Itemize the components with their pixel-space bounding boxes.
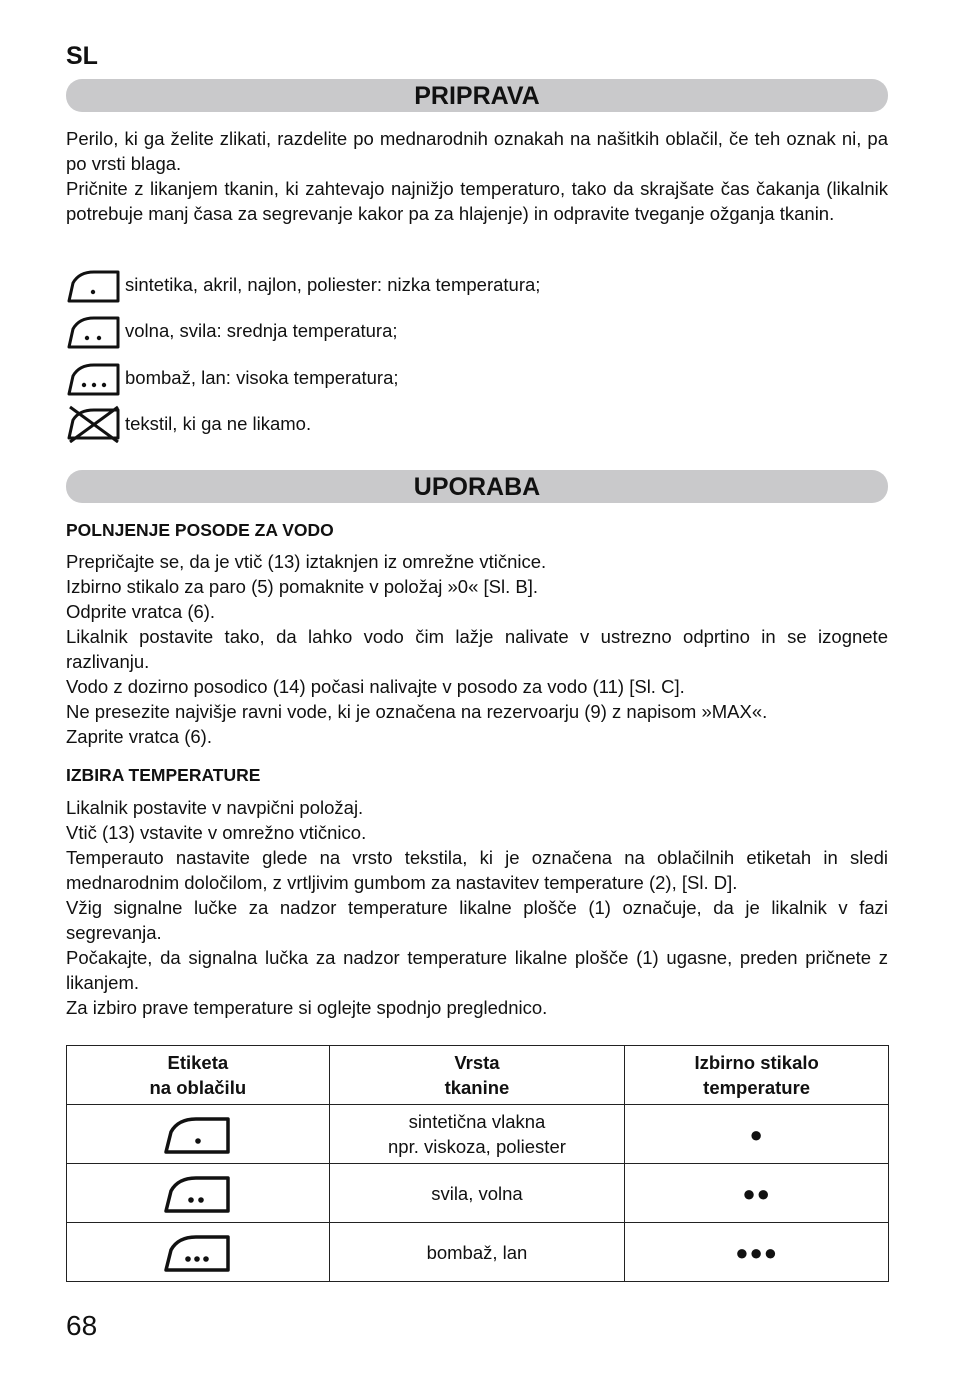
priprava-paragraph-2: Pričnite z likanjem tkanin, ki zahtevajo najnižjo temperaturo, tako da skrajšate čas čakanja (likalnik potrebuje manj časa za segrevanje kakor pa za hlajenje) in odpravite tveganje ožganja tkanin. — [66, 178, 888, 224]
fabric-cell — [329, 1164, 625, 1223]
iron-two-dots-icon — [163, 1171, 233, 1215]
fabric-line: npr. viskoza, poliester — [388, 1136, 566, 1157]
header-line: temperature — [703, 1077, 811, 1098]
text-line: Vtič (13) vstavite v omrežno vtičnico. — [66, 822, 367, 843]
setting-cell: ●●● — [625, 1223, 889, 1282]
text-line: Izbirno stikalo za paro (5) pomaknite v položaj »0« [Sl. B]. — [66, 576, 538, 597]
symbol-row-high — [66, 358, 399, 398]
text-line: Vodo z dozirno posodico (14) počasi nalivajte v posodo za vodo (11) [Sl. C]. — [66, 676, 685, 697]
header-label — [67, 1046, 330, 1105]
text-line: Zaprite vratca (6). — [66, 726, 212, 747]
symbol-row-no-iron — [66, 404, 311, 444]
label-cell — [67, 1105, 330, 1164]
table-header-row — [67, 1046, 889, 1105]
text-line: Za izbiro prave temperature si oglejte spodnjo preglednico. — [66, 997, 548, 1018]
text-line: Likalnik postavite v navpični položaj. — [66, 797, 364, 818]
header-line: Etiketa — [167, 1052, 229, 1073]
symbol-row-medium — [66, 311, 398, 351]
header-fabric — [329, 1046, 625, 1105]
subheading-water-filling: POLNJENJE POSODE ZA VODO — [66, 520, 334, 540]
header-line: tkanine — [444, 1077, 510, 1098]
table-row — [67, 1105, 889, 1164]
text-line: Prepričajte se, da je vtič (13) iztaknjen iz omrežne vtičnice. — [66, 551, 547, 572]
iron-three-dots-icon — [66, 359, 122, 397]
header-line: Izbirno stikalo — [694, 1052, 819, 1073]
symbol-label: volna, svila: srednja temperatura; — [125, 320, 398, 341]
text-line: Vžig signalne lučke za nadzor temperature likalne plošče (1) označuje, da je likalnik v fazi segrevanja. — [66, 897, 888, 943]
language-code: SL — [66, 42, 98, 70]
symbol-label: sintetika, akril, najlon, poliester: nizka temperatura; — [125, 274, 541, 295]
temperature-text — [66, 795, 888, 1020]
text-line: Likalnik postavite tako, da lahko vodo čim lažje nalivate v ustrezno odprtino in se izognete razlivanju. — [66, 626, 888, 672]
symbol-label: tekstil, ki ga ne likamo. — [125, 413, 312, 434]
priprava-paragraph-1: Perilo, ki ga želite zlikati, razdelite po mednarodnih oznakah na našitkih oblačil, če teh oznak ni, pa po vrsti blaga. — [66, 128, 888, 174]
temperature-table — [66, 1045, 889, 1282]
iron-two-dots-icon — [66, 312, 122, 350]
iron-one-dot-icon — [66, 266, 122, 304]
water-filling-text — [66, 549, 888, 749]
subheading-temperature: IZBIRA TEMPERATURE — [66, 765, 261, 785]
section-title-uporaba: UPORABA — [66, 470, 888, 503]
iron-crossed-icon — [66, 405, 122, 443]
header-line: Vrsta — [454, 1052, 500, 1073]
setting-cell: ●● — [625, 1164, 889, 1223]
text-line: Počakajte, da signalna lučka za nadzor temperature likalne plošče (1) ugasne, preden pričnete z likanjem. — [66, 947, 888, 993]
text-line: Odprite vratca (6). — [66, 601, 216, 622]
symbol-row-low — [66, 265, 540, 305]
iron-one-dot-icon — [163, 1112, 233, 1156]
fabric-cell — [329, 1223, 625, 1282]
symbol-label: bombaž, lan: visoka temperatura; — [125, 367, 399, 388]
table-row — [67, 1164, 889, 1223]
table-row — [67, 1223, 889, 1282]
fabric-line: bombaž, lan — [426, 1241, 528, 1263]
priprava-text — [66, 126, 888, 226]
iron-three-dots-icon — [163, 1230, 233, 1274]
header-line: na oblačilu — [149, 1077, 247, 1098]
setting-cell: ● — [625, 1105, 889, 1164]
label-cell — [67, 1164, 330, 1223]
label-cell — [67, 1223, 330, 1282]
text-line: Ne presezite najvišje ravni vode, ki je označena na rezervoarju (9) z napisom »MAX«. — [66, 701, 768, 722]
fabric-line: svila, volna — [431, 1182, 523, 1204]
header-setting — [625, 1046, 889, 1105]
section-title-priprava: PRIPRAVA — [66, 79, 888, 112]
fabric-line: sintetična vlakna — [408, 1111, 546, 1132]
fabric-cell — [329, 1105, 625, 1164]
page-number: 68 — [66, 1310, 98, 1341]
text-line: Temperauto nastavite glede na vrsto tekstila, ki je označena na oblačilnih etiketah in sledi mednarodnim določilom, z vrtljivim gumbom za nastavitev temperature (2), [Sl. D]. — [66, 847, 888, 893]
